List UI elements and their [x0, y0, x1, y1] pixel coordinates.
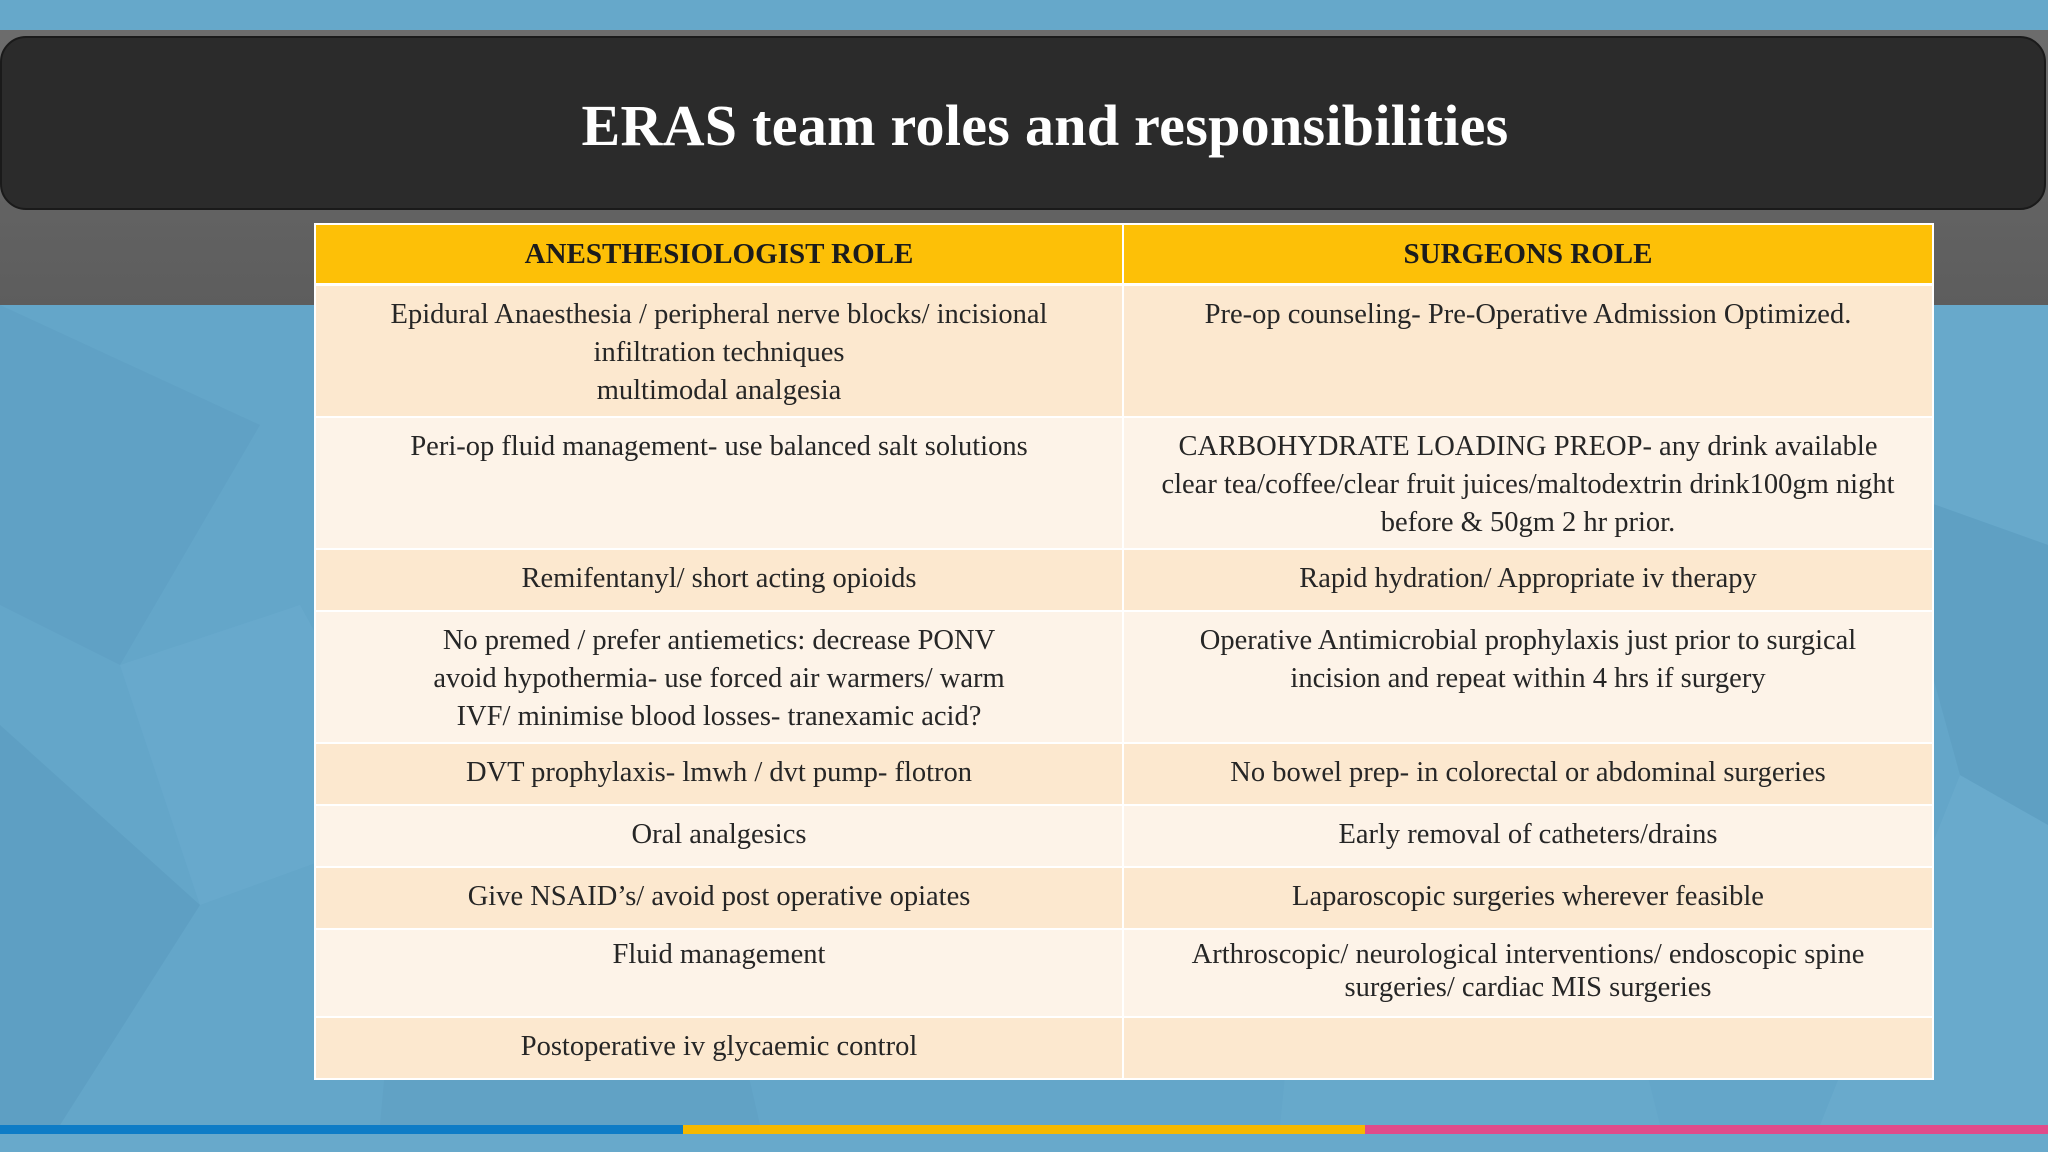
- cell-text-line: Rapid hydration/ Appropriate iv therapy: [1299, 562, 1757, 594]
- bottom-background-strip: [0, 1134, 2048, 1152]
- surgeons-role-cell: [1123, 743, 1933, 805]
- table-row: [315, 611, 1933, 743]
- anesthesiologist-role-cell: [315, 549, 1123, 611]
- cell-text-line: Give NSAID’s/ avoid post operative opiates: [467, 880, 971, 912]
- anesthesiologist-role-cell: [315, 743, 1123, 805]
- slide-title: ERAS team roles and responsibilities: [581, 92, 1509, 158]
- surgeons-role-cell: [1123, 1017, 1933, 1079]
- cell-text-line: avoid hypothermia- use forced air warmers/ warm: [433, 662, 1005, 694]
- cell-text-line: CARBOHYDRATE LOADING PREOP- any drink available: [1178, 430, 1878, 462]
- cell-text-line: IVF/ minimise blood losses- tranexamic acid?: [456, 700, 982, 732]
- anesthesiologist-role-cell: [315, 867, 1123, 929]
- cell-text-line: Laparoscopic surgeries wherever feasible: [1292, 880, 1764, 912]
- accent-segment-pink: [1365, 1125, 2048, 1134]
- surgeons-role-cell: [1123, 805, 1933, 867]
- header-surgeons-role: SURGEONS ROLE: [1123, 224, 1933, 285]
- cell-text-line: incision and repeat within 4 hrs if surgery: [1290, 662, 1766, 694]
- surgeons-role-cell: [1123, 549, 1933, 611]
- cell-text-line: Fluid management: [612, 938, 826, 970]
- table-row: [315, 417, 1933, 549]
- accent-segment-yellow: [683, 1125, 1366, 1134]
- cell-text-line: clear tea/coffee/clear fruit juices/maltodextrin drink100gm night: [1161, 468, 1895, 500]
- cell-text-line: Arthroscopic/ neurological interventions/ endoscopic spine: [1191, 938, 1865, 970]
- anesthesiologist-role-cell: [315, 611, 1123, 743]
- header-anesthesiologist-role: ANESTHESIOLOGIST ROLE: [315, 224, 1123, 285]
- table-row: [315, 867, 1933, 929]
- table-row: [315, 805, 1933, 867]
- roles-table: [314, 223, 1934, 1080]
- anesthesiologist-role-cell: [315, 805, 1123, 867]
- cell-text-line: multimodal analgesia: [596, 375, 842, 406]
- surgeons-role-cell: [1123, 611, 1933, 743]
- table-row: [315, 285, 1933, 417]
- cell-text-line: Peri-op fluid management- use balanced salt solutions: [410, 430, 1028, 462]
- top-background-strip: [0, 0, 2048, 30]
- cell-text-line: DVT prophylaxis- lmwh / dvt pump- flotron: [465, 756, 973, 788]
- title-bar: [0, 36, 2046, 210]
- accent-segment-blue: [0, 1125, 683, 1134]
- cell-text-line: Pre-op counseling- Pre-Operative Admission Optimized.: [1204, 299, 1852, 330]
- anesthesiologist-role-cell: [315, 1017, 1123, 1079]
- table-row: [315, 549, 1933, 611]
- surgeons-role-cell: [1123, 867, 1933, 929]
- cell-text-line: before & 50gm 2 hr prior.: [1380, 506, 1676, 538]
- anesthesiologist-role-cell: [315, 417, 1123, 549]
- table-row: [315, 1017, 1933, 1079]
- table-row: [315, 929, 1933, 1017]
- cell-text-line: Operative Antimicrobial prophylaxis just prior to surgical: [1199, 624, 1857, 656]
- cell-text-line: No premed / prefer antiemetics: decrease PONV: [442, 624, 996, 656]
- table-header-row: [315, 224, 1933, 285]
- cell-text-line: Early removal of catheters/drains: [1338, 818, 1718, 850]
- table-body: [315, 285, 1933, 1079]
- anesthesiologist-role-cell: [315, 285, 1123, 417]
- cell-text-line: surgeries/ cardiac MIS surgeries: [1344, 971, 1712, 1003]
- surgeons-role-cell: [1123, 285, 1933, 417]
- surgeons-role-cell: [1123, 417, 1933, 549]
- cell-text-line: infiltration techniques: [593, 337, 845, 368]
- cell-text-line: Postoperative iv glycaemic control: [520, 1030, 918, 1062]
- anesthesiologist-role-cell: [315, 929, 1123, 1017]
- cell-text-line: Epidural Anaesthesia / peripheral nerve blocks/ incisional: [390, 299, 1048, 330]
- table-row: [315, 743, 1933, 805]
- cell-text-line: Remifentanyl/ short acting opioids: [521, 562, 917, 594]
- bottom-accent-line: [0, 1125, 2048, 1134]
- surgeons-role-cell: [1123, 929, 1933, 1017]
- cell-text-line: No bowel prep- in colorectal or abdominal surgeries: [1230, 756, 1826, 788]
- cell-text-line: Oral analgesics: [631, 818, 807, 850]
